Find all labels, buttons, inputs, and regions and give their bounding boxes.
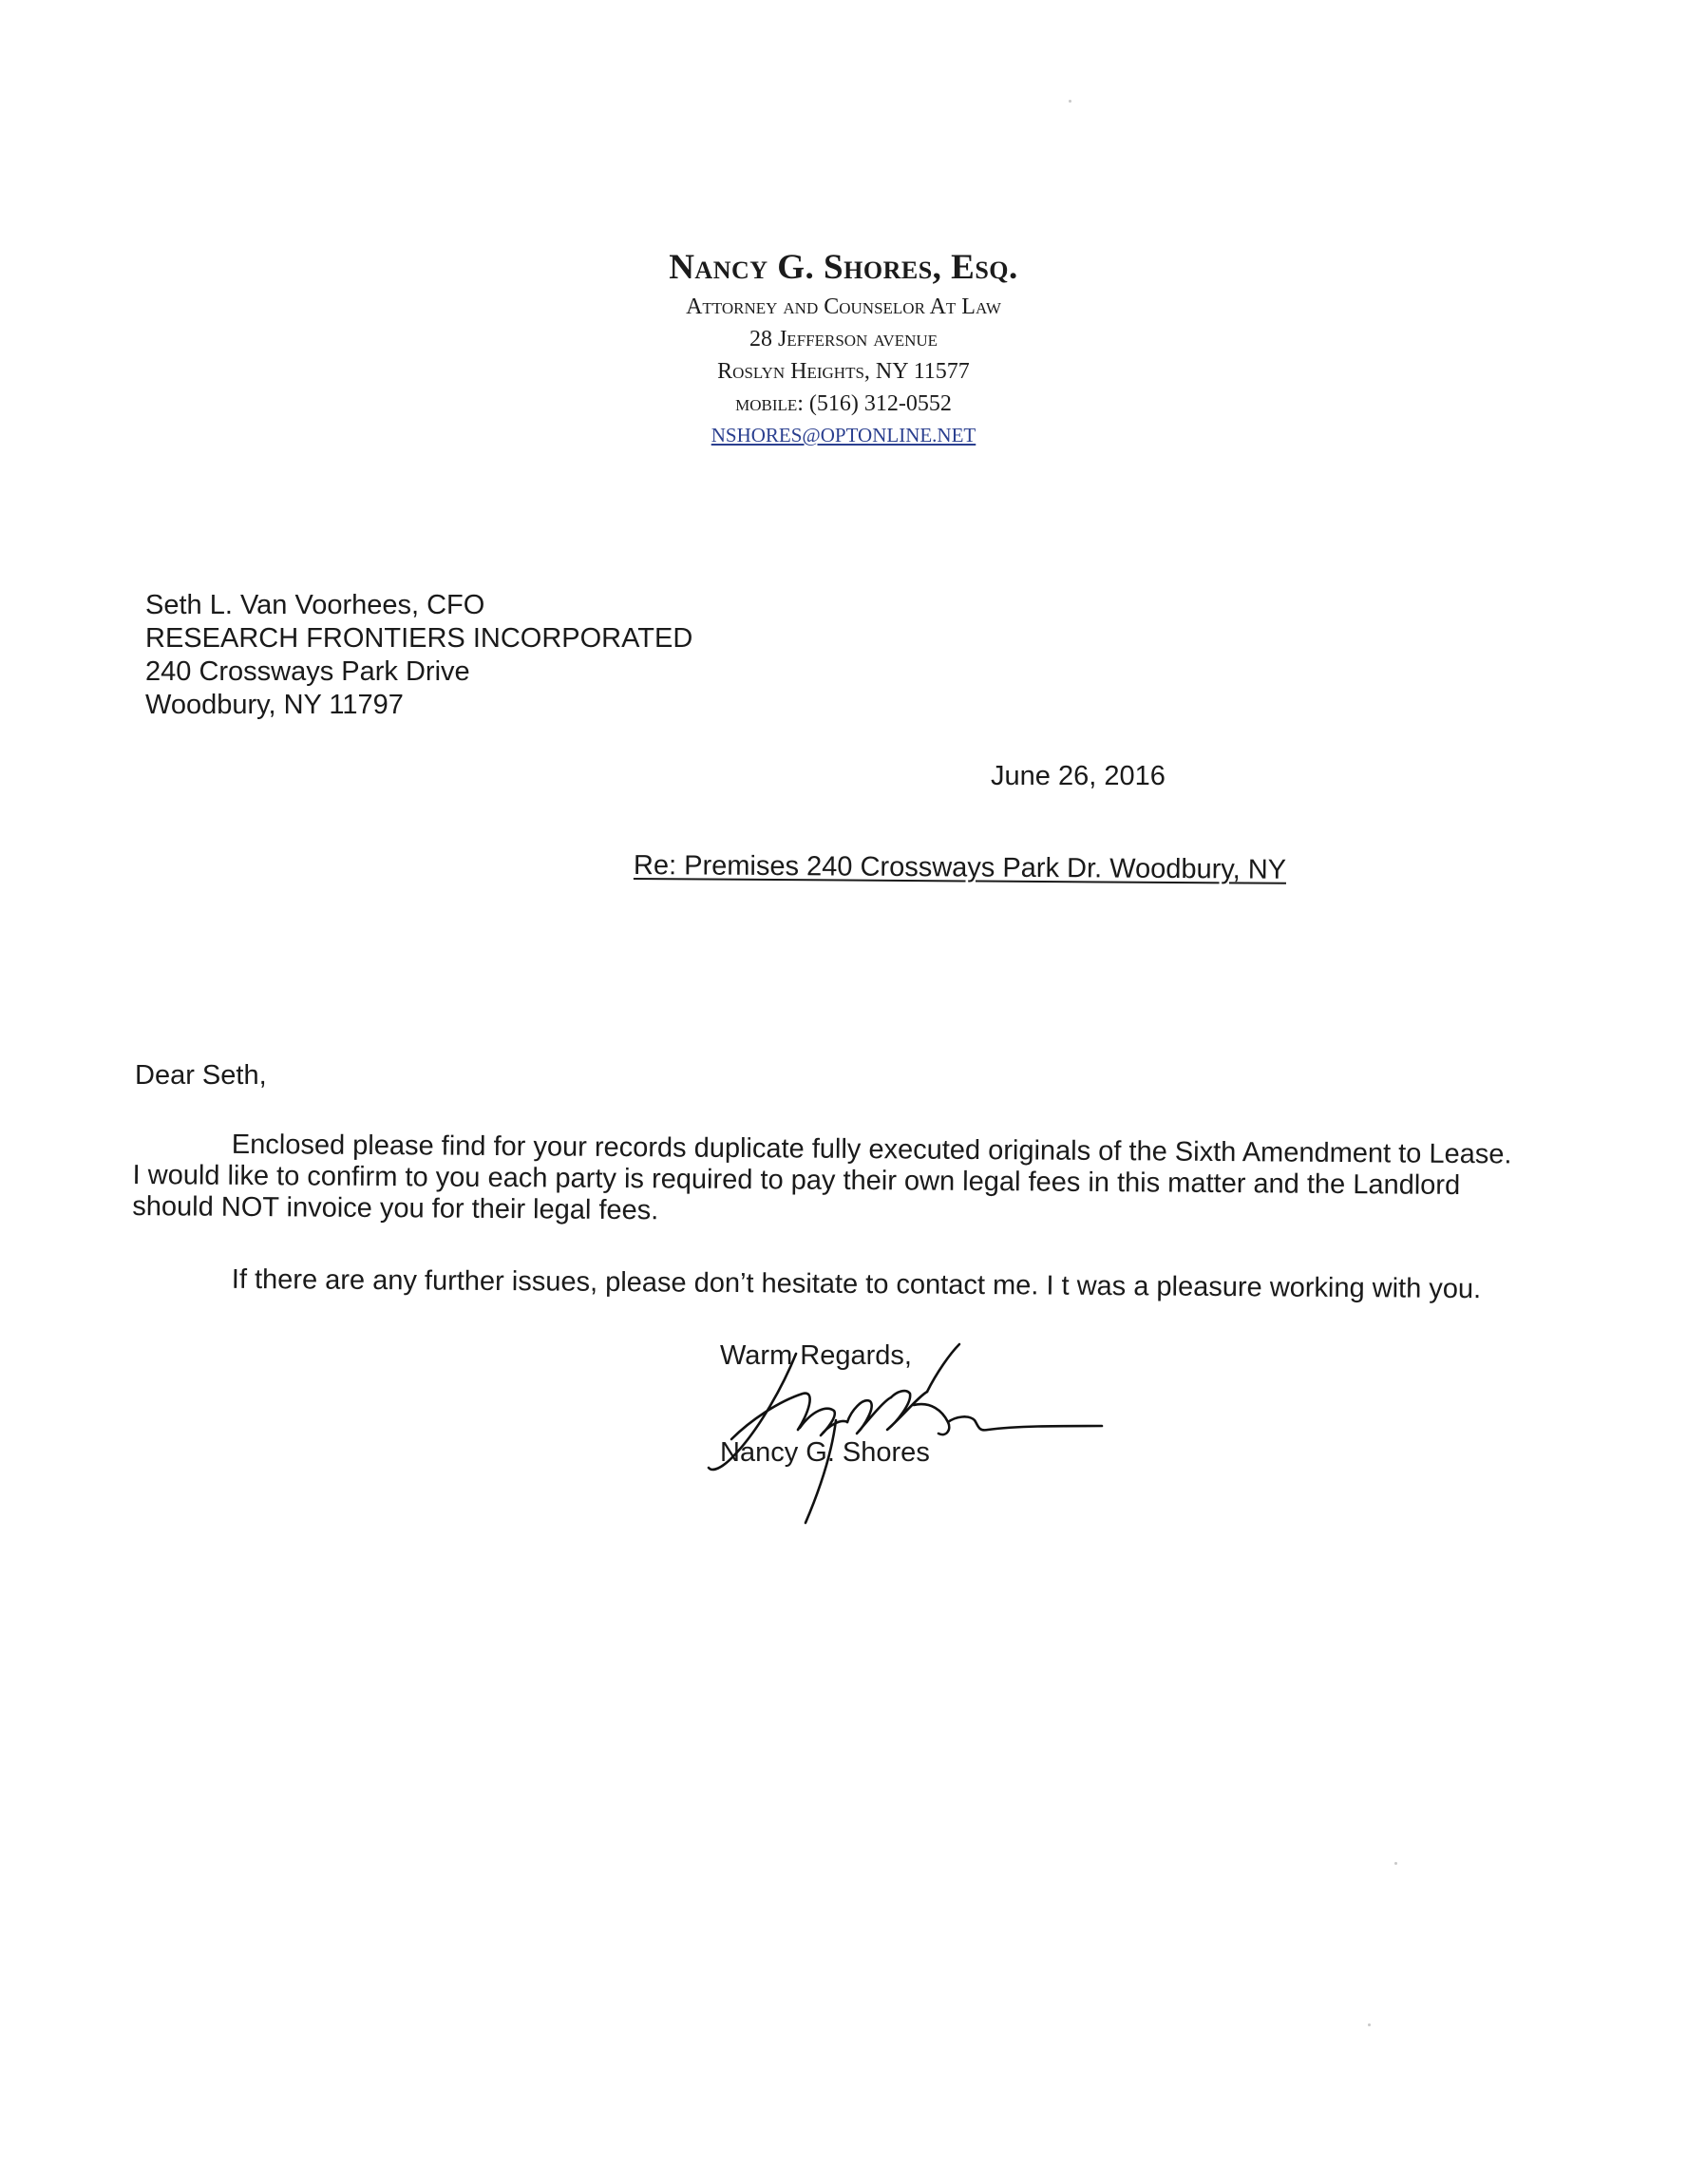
letterhead-name: Nancy G. Shores, Esq. [669,248,1018,287]
signature-icon [693,1335,1111,1525]
signer-name: Nancy G. Shores [720,1437,930,1468]
letterhead [559,245,1128,450]
salutation: Dear Seth, [135,1060,267,1091]
recipient-name: Seth L. Van Voorhees, CFO [145,590,485,620]
body-p1-line-3: should NOT invoice you for their legal fees. [132,1190,659,1226]
letter-date: June 26, 2016 [991,761,1166,791]
body-p1-line-2: I would like to confirm to you each party is required to pay their own legal fees in this matter and the Landlord [132,1159,1461,1201]
scan-speck [1069,100,1071,103]
letterhead-email-link[interactable]: NSHORES@OPTONLINE.NET [711,424,976,446]
recipient-city: Woodbury, NY 11797 [145,690,404,720]
letterhead-title: Attorney and Counselor At Law [686,294,1001,319]
scan-speck [1394,1862,1397,1865]
subject-line: Re: Premises 240 Crossways Park Dr. Woodbury, NY [633,850,1287,885]
recipient-street: 240 Crossways Park Drive [145,656,470,687]
closing: Warm Regards, [720,1340,912,1371]
body-p2-line-1: If there are any further issues, please don’t hesitate to contact me. I t was a pleasure working with you. [231,1263,1482,1305]
recipient-company: RESEARCH FRONTIERS INCORPORATED [145,623,693,654]
body-paragraph-1 [132,1129,1520,1233]
letterhead-mobile: mobile: (516) 312-0552 [735,391,952,416]
letterhead-city: Roslyn Heights, NY 11577 [717,359,970,384]
letterhead-street: 28 Jefferson avenue [749,327,938,351]
body-paragraph-2 [133,1263,1520,1305]
recipient-address [145,589,692,722]
body-p1-line-1: Enclosed please find for your records duplicate fully executed originals of the Sixth Amendment to Lease. [231,1129,1512,1170]
scan-speck [1368,2023,1371,2026]
